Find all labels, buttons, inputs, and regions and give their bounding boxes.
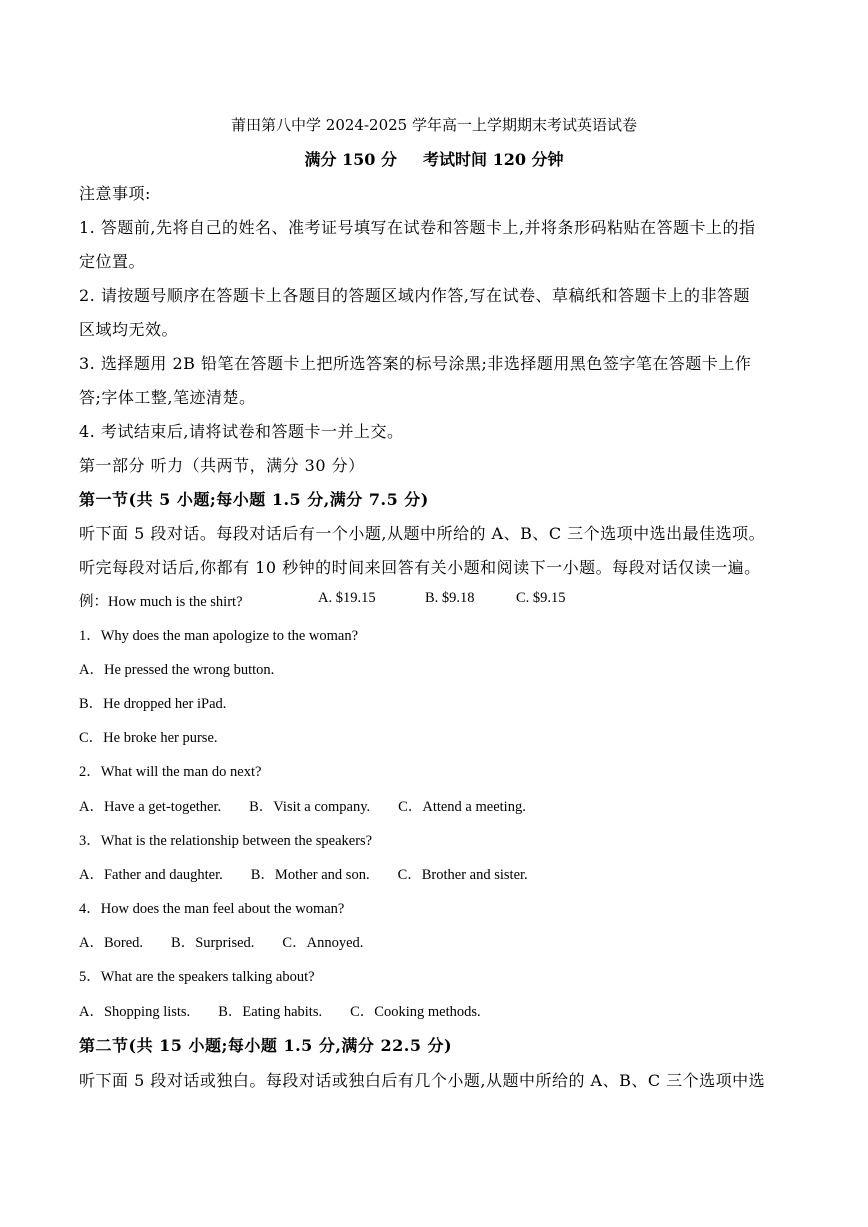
question-2-option-c: C．Attend a meeting. [398,799,526,815]
question-5-option-c: C．Cooking methods. [350,1004,481,1020]
question-4-option-a: A．Bored. [79,935,144,951]
question-4-option-c: C．Annoyed. [282,935,364,951]
question-1-option-b: B．He dropped her iPad. [79,696,227,712]
note-2-line-1: 2. 请按题号顺序在答题卡上各题目的答题区域内作答,写在试卷、草稿纸和答题卡上的非答题 [79,286,750,305]
section2-heading: 第二节(共 15 小题;每小题 1.5 分,满分 22.5 分) [79,1036,453,1055]
question-4-option-b: B．Surprised. [171,935,255,951]
note-1-line-2: 定位置。 [79,252,146,271]
exam-time: 考试时间 120 分钟 [423,150,564,169]
note-4-line-1: 4. 考试结束后,请将试卷和答题卡一并上交。 [79,422,404,441]
question-3-option-c: C．Brother and sister. [397,867,528,883]
section1-instruction-2: 听完每段对话后,你都有 10 秒钟的时间来回答有关小题和阅读下一小题。每段对话仅读一遍。 [79,558,761,577]
question-1-option-a: A．He pressed the wrong button. [79,662,275,678]
full-score: 满分 150 分 [304,150,397,169]
question-1-option-c: C．He broke her purse. [79,730,218,746]
question-5: 5．What are the speakers talking about? [79,969,315,985]
question-4-options [79,931,363,952]
example-question: 例：How much is the shirt? [79,594,243,610]
note-3-line-1: 3. 选择题用 2B 铅笔在答题卡上把所选答案的标号涂黑;非选择题用黑色签字笔在答题卡上作 [79,354,752,373]
example-option-c: C. $9.15 [516,590,566,606]
note-3-line-2: 答;字体工整,笔迹清楚。 [79,388,256,407]
section1-heading: 第一节(共 5 小题;每小题 1.5 分,满分 7.5 分) [79,490,429,509]
note-1-line-1: 1. 答题前,先将自己的姓名、准考证号填写在试卷和答题卡上,并将条形码粘贴在答题卡上的指 [79,218,756,237]
question-2-option-b: B．Visit a company. [249,799,371,815]
notes-heading: 注意事项: [79,184,151,203]
part1-heading: 第一部分 听力（共两节，满分 30 分） [79,456,365,475]
question-3-options [79,863,528,884]
question-3-option-b: B．Mother and son. [250,867,370,883]
example-option-b: B. $9.18 [425,590,475,606]
question-3-option-a: A．Father and daughter. [79,867,223,883]
exam-title: 莆田第八中学 2024-2025 学年高一上学期期末考试英语试卷 [231,116,637,134]
question-3: 3．What is the relationship between the speakers? [79,833,373,849]
section2-instruction: 听下面 5 段对话或独白。每段对话或独白后有几个小题,从题中所给的 A、B、C 三个选项中选 [79,1071,766,1090]
question-5-option-b: B．Eating habits. [218,1004,323,1020]
question-5-option-a: A．Shopping lists. [79,1004,191,1020]
question-2: 2．What will the man do next? [79,764,262,780]
section1-instruction-1: 听下面 5 段对话。每段对话后有一个小题,从题中所给的 A、B、C 三个选项中选出最佳选项。 [79,524,766,543]
example-question-row [79,590,779,610]
question-1: 1．Why does the man apologize to the woman? [79,628,359,644]
note-2-line-2: 区域均无效。 [79,320,179,339]
question-2-options [79,795,526,816]
question-4: 4．How does the man feel about the woman? [79,901,345,917]
exam-subtitle [0,147,868,170]
question-2-option-a: A．Have a get-together. [79,799,222,815]
example-option-a: A. $19.15 [318,590,376,606]
question-5-options [79,1000,481,1021]
